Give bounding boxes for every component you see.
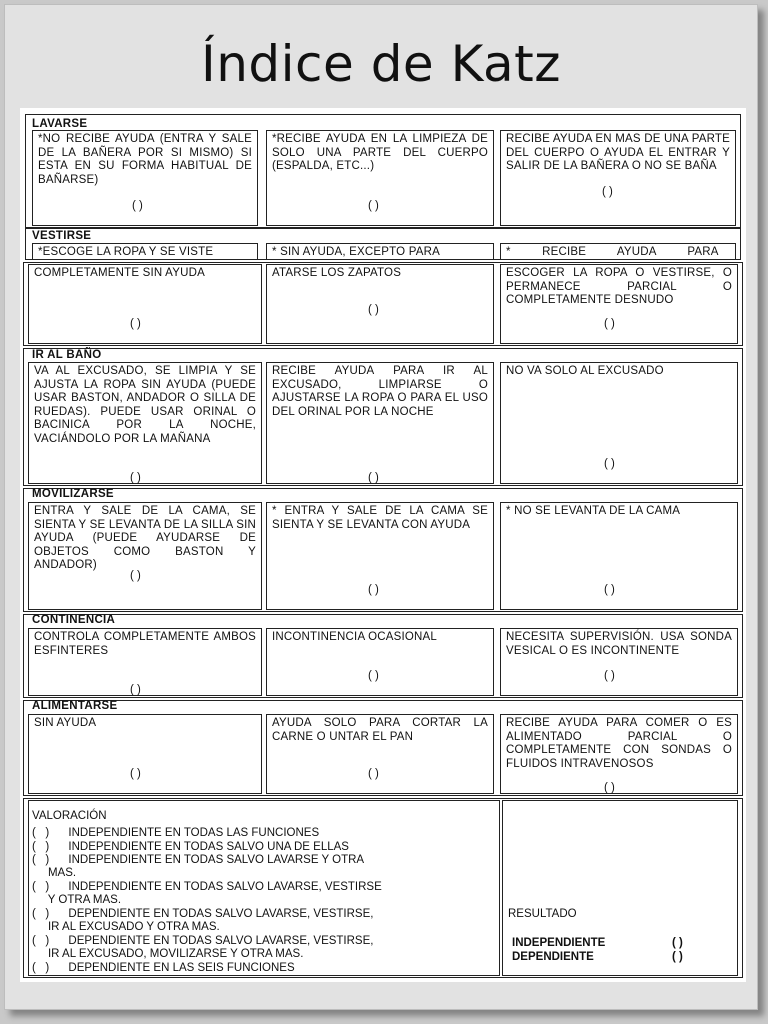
alimentarse-header: ALIMENTARSE: [32, 700, 118, 712]
alimentarse-checkbox-1[interactable]: ( ): [130, 768, 141, 780]
katz-form: [20, 108, 746, 982]
movilizarse-option-2: * ENTRA Y SALE DE LA CAMA SE SIENTA Y SE LEVANTA CON AYUDA: [266, 502, 494, 610]
lavarse-checkbox-1[interactable]: ( ): [132, 200, 143, 212]
continencia-option-1: CONTROLA COMPLETAMENTE AMBOS ESFINTERES: [28, 628, 262, 696]
alimentarse-checkbox-3[interactable]: ( ): [604, 782, 615, 794]
resultado-dependiente-checkbox[interactable]: ( ): [672, 951, 683, 963]
valoracion-line-5: ( ) INDEPENDIENTE EN TODAS SALVO LAVARSE, VESTIRSE: [32, 881, 382, 893]
continencia-checkbox-2[interactable]: ( ): [368, 670, 379, 682]
valoracion-line-10: IR AL EXCUSADO, MOVILIZARSE Y OTRA MAS.: [32, 948, 304, 960]
movilizarse-checkbox-3[interactable]: ( ): [604, 584, 615, 596]
movilizarse-checkbox-1[interactable]: ( ): [130, 570, 141, 582]
valoracion-line-8: IR AL EXCUSADO Y OTRA MAS.: [32, 921, 220, 933]
banio-checkbox-1[interactable]: ( ): [130, 472, 141, 484]
continencia-option-3: NECESITA SUPERVISIÓN. USA SONDA VESICAL O ES INCONTINENTE: [500, 628, 738, 696]
page-title: Índice de Katz: [200, 35, 561, 93]
lavarse-option-1: *NO RECIBE AYUDA (ENTRA Y SALE DE LA BAÑERA POR SI MISMO) SI ESTA EN SU FORMA HABITUAL DE BAÑARSE): [32, 130, 258, 226]
movilizarse-option-3: * NO SE LEVANTA DE LA CAMA: [500, 502, 738, 610]
resultado-box: [502, 800, 738, 976]
vestirse-header: VESTIRSE: [32, 230, 92, 242]
banio-option-1: VA AL EXCUSADO, SE LIMPIA Y SE AJUSTA LA ROPA SIN AYUDA (PUEDE USAR BASTON, ANDADOR O SILLA DE RUEDAS). PUEDE USAR ORINAL O BACINICA POR LA NOCHE, VACIÁNDOLO POR LA MAÑANA: [28, 362, 262, 484]
banio-header: IR AL BAÑO: [32, 349, 102, 361]
continencia-option-2: INCONTINENCIA OCASIONAL: [266, 628, 494, 696]
valoracion-line-1: ( ) INDEPENDIENTE EN TODAS LAS FUNCIONES: [32, 827, 320, 839]
valoracion-line-3: ( ) INDEPENDIENTE EN TODAS SALVO LAVARSE Y OTRA: [32, 854, 365, 866]
valoracion-line-4: MAS.: [32, 867, 77, 879]
continencia-checkbox-1[interactable]: ( ): [130, 684, 141, 696]
banio-checkbox-2[interactable]: ( ): [368, 472, 379, 484]
vestirse-checkbox-3[interactable]: ( ): [604, 318, 615, 330]
vestirse-option-3-line1: * RECIBE AYUDA PARA: [500, 243, 736, 260]
movilizarse-header: MOVILIZARSE: [32, 488, 114, 500]
lavarse-checkbox-2[interactable]: ( ): [368, 200, 379, 212]
valoracion-line-11: ( ) DEPENDIENTE EN LAS SEIS FUNCIONES: [32, 962, 295, 974]
valoracion-line-2: ( ) INDEPENDIENTE EN TODAS SALVO UNA DE ELLAS: [32, 841, 349, 853]
vestirse-option-3: ESCOGER LA ROPA O VESTIRSE, O PERMANECE PARCIAL O COMPLETAMENTE DESNUDO: [500, 264, 738, 344]
resultado-dependiente-label: DEPENDIENTE: [512, 951, 594, 963]
valoracion-title: VALORACIÓN: [32, 810, 107, 822]
valoracion-line-9: ( ) DEPENDIENTE EN TODAS SALVO LAVARSE, VESTIRSE,: [32, 935, 374, 947]
movilizarse-checkbox-2[interactable]: ( ): [368, 584, 379, 596]
lavarse-checkbox-3[interactable]: ( ): [602, 186, 613, 198]
resultado-independiente-label: INDEPENDIENTE: [512, 937, 606, 949]
lavarse-option-3: RECIBE AYUDA EN MAS DE UNA PARTE DEL CUERPO O AYUDA EL ENTRAR Y SALIR DE LA BAÑERA O NO SE BAÑA: [500, 130, 736, 226]
alimentarse-option-2: AYUDA SOLO PARA CORTAR LA CARNE O UNTAR EL PAN: [266, 714, 494, 794]
vestirse-option-2-line1: * SIN AYUDA, EXCEPTO PARA: [266, 243, 494, 260]
vestirse-option-1-line1: *ESCOGE LA ROPA Y SE VISTE: [32, 243, 258, 260]
vestirse-option-1: COMPLETAMENTE SIN AYUDA: [28, 264, 262, 344]
resultado-label: RESULTADO: [508, 908, 577, 920]
movilizarse-option-1: ENTRA Y SALE DE LA CAMA, SE SIENTA Y SE LEVANTA DE LA SILLA SIN AYUDA (PUEDE AYUDARSE DE OBJETOS COMO BASTON Y ANDADOR): [28, 502, 262, 610]
lavarse-header: LAVARSE: [32, 118, 88, 130]
alimentarse-option-3: RECIBE AYUDA PARA COMER O ES ALIMENTADO PARCIAL O COMPLETAMENTE CON SONDAS O FLUIDOS INTRAVENOSOS: [500, 714, 738, 794]
alimentarse-option-1: SIN AYUDA: [28, 714, 262, 794]
vestirse-checkbox-2[interactable]: ( ): [368, 304, 379, 316]
banio-option-2: RECIBE AYUDA PARA IR AL EXCUSADO, LIMPIARSE O AJUSTARSE LA ROPA O PARA EL USO DEL ORINAL POR LA NOCHE: [266, 362, 494, 484]
lavarse-option-2: *RECIBE AYUDA EN LA LIMPIEZA DE SOLO UNA PARTE DEL CUERPO (ESPALDA, ETC...): [266, 130, 494, 226]
vestirse-option-2: ATARSE LOS ZAPATOS: [266, 264, 494, 344]
banio-checkbox-3[interactable]: ( ): [604, 458, 615, 470]
vestirse-checkbox-1[interactable]: ( ): [130, 318, 141, 330]
alimentarse-checkbox-2[interactable]: ( ): [368, 768, 379, 780]
resultado-independiente-checkbox[interactable]: ( ): [672, 937, 683, 949]
continencia-checkbox-3[interactable]: ( ): [604, 670, 615, 682]
banio-option-3: NO VA SOLO AL EXCUSADO: [500, 362, 738, 484]
continencia-header: CONTINENCIA: [32, 614, 116, 626]
valoracion-line-7: ( ) DEPENDIENTE EN TODAS SALVO LAVARSE, VESTIRSE,: [32, 908, 374, 920]
valoracion-line-6: Y OTRA MAS.: [32, 894, 122, 906]
